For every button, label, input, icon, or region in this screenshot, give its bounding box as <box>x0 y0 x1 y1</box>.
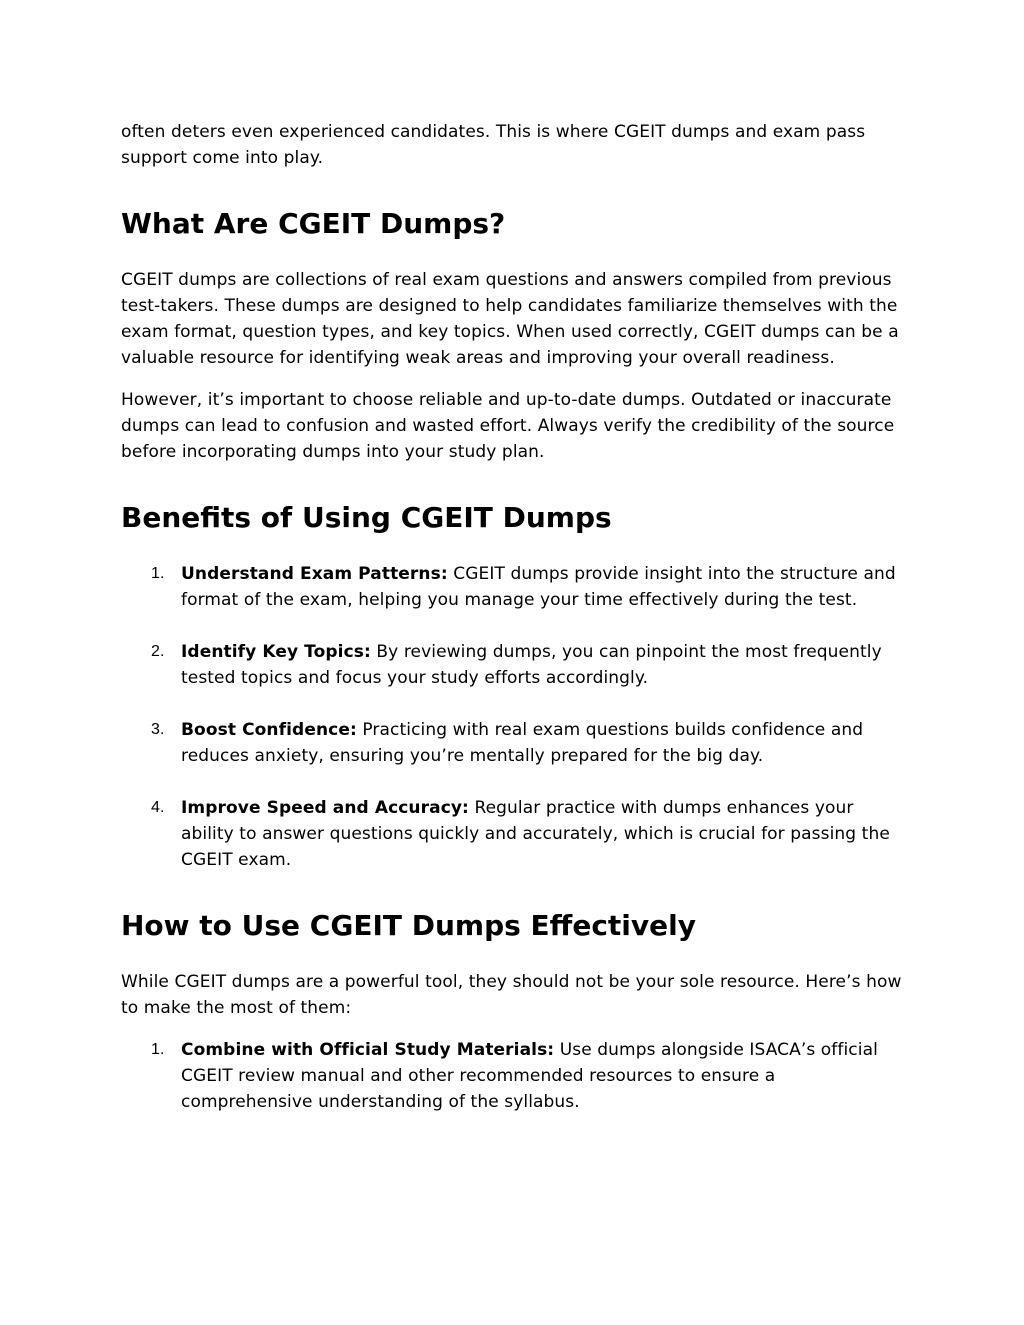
list-item-lead: Boost Confidence: <box>181 720 357 740</box>
intro-paragraph: often deters even experienced candidates. This is where CGEIT dumps and exam pass support come into play. <box>121 122 866 168</box>
what-are-paragraph-2: However, it’s important to choose reliable and up-to-date dumps. Outdated or inaccurate dumps can lead to confusion and wasted effort. Always verify the credibility of the source before incorporating dumps into your study plan. <box>121 390 895 462</box>
list-item-text: By reviewing dumps, you can pinpoint the most frequently tested topics and focus your study efforts accordingly. <box>181 642 882 688</box>
list-number: 1. <box>151 565 165 582</box>
list-number: 3. <box>151 721 165 738</box>
list-item-lead: Understand Exam Patterns: <box>181 564 448 584</box>
document-page <box>121 119 911 1115</box>
list-number: 2. <box>151 643 165 660</box>
list-item <box>121 717 911 769</box>
list-item <box>121 561 911 613</box>
how-to-list <box>121 1037 911 1115</box>
list-item <box>121 1037 911 1115</box>
what-are-paragraph-1: CGEIT dumps are collections of real exam questions and answers compiled from previous test-takers. These dumps are designed to help candidates familiarize themselves with the exam format, question types, and key topics. When used correctly, CGEIT dumps can be a valuable resource for identifying weak areas and improving your overall readiness. <box>121 270 899 368</box>
list-number: 4. <box>151 799 165 816</box>
list-item-lead: Improve Speed and Accuracy: <box>181 798 469 818</box>
list-item <box>121 639 911 691</box>
how-to-paragraph: While CGEIT dumps are a powerful tool, they should not be your sole resource. Here’s how to make the most of them: <box>121 972 902 1018</box>
list-item-text: Use dumps alongside ISACA’s official CGEIT review manual and other recommended resources to ensure a comprehensive understanding of the syllabus. <box>181 1040 878 1112</box>
heading-what-are-cgeit-dumps: What Are CGEIT Dumps? <box>121 207 506 240</box>
list-item <box>121 795 911 873</box>
list-item-lead: Combine with Official Study Materials: <box>181 1040 555 1060</box>
list-item-text: CGEIT dumps provide insight into the structure and format of the exam, helping you manage your time effectively during the test. <box>181 564 896 610</box>
benefits-list <box>121 561 911 873</box>
heading-benefits: Benefits of Using CGEIT Dumps <box>121 501 612 534</box>
heading-how-to-use: How to Use CGEIT Dumps Effectively <box>121 909 696 942</box>
list-item-text: Practicing with real exam questions builds confidence and reduces anxiety, ensuring you’re mentally prepared for the big day. <box>181 720 864 766</box>
list-item-lead: Identify Key Topics: <box>181 642 371 662</box>
list-number: 1. <box>151 1041 165 1058</box>
list-item-text: Regular practice with dumps enhances your ability to answer questions quickly and accurately, which is crucial for passing the CGEIT exam. <box>181 798 890 870</box>
